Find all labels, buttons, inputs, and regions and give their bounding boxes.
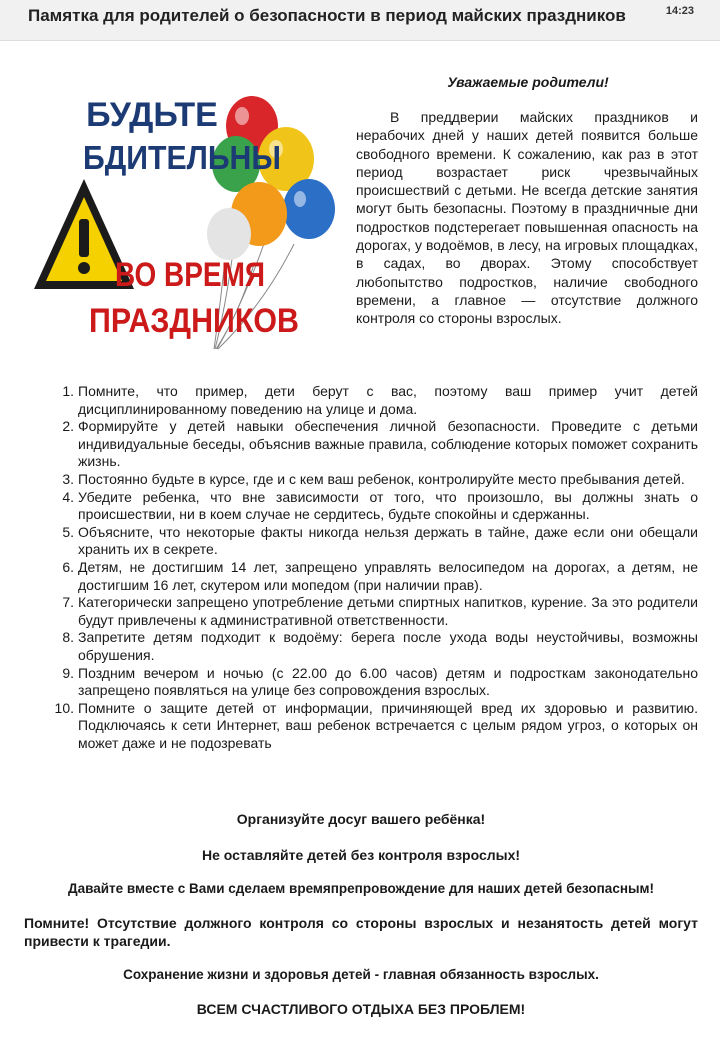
list-item: 6. Детям, не достигшим 14 лет, запрещено управлять велосипедом на дорогах, а детям, не достигшим 16 лет, скутером или мопедом (при наличии прав). [62, 558, 698, 593]
closing-no-unattended: Не оставляйте детей без контроля взрослых! [201, 847, 521, 863]
poster-line-1: БУДЬТЕ [86, 96, 218, 134]
intro-paragraph: В преддверии майских праздников и нерабочих дней у наших детей появится больше свободного времени. К сожалению, как раз в этот период возрастает риск чрезвычайных происшествий с детьми. Не всегда детские занятия могут быть безопасны. Поэтому в праздничные дни подростков подстерегает повышенная опасность на дорогах, у водоёмов, в лесу, на игровых площадках, в садах, во дворах. Этому способствует любопытство подростков, наличие свободного времени, а главное — отсутствие должного контроля со стороны взрослых. [356, 109, 698, 327]
poster-line-2: БДИТЕЛЬНЫ [83, 139, 281, 176]
list-item: 4. Убедите ребенка, что вне зависимости от того, что произошло, вы должны знать о происшествии, ни в коем случае не сердитесь, будьте спокойны и сдержанны. [62, 488, 698, 523]
list-item: 10. Помните о защите детей от информации, причиняющей вред их здоровью и развитию. Подключаясь к сети Интернет, ваш ребенок встречается с целым рядом угроз, о которых он может даже и не подозревать [54, 699, 698, 751]
list-item: 5. Объясните, что некоторые факты никогда нельзя держать в тайне, даже если они обещали хранить их в секрете. [62, 523, 698, 558]
page-title: Памятка для родителей о безопасности в период майских праздников [28, 6, 626, 25]
safety-rules-list [30, 383, 698, 752]
list-item: 9. Поздним вечером и ночью (с 22.00 до 6.00 часов) детям и подросткам законодательно запрещено появляться на улице без сопровождения взрослых. [62, 664, 698, 699]
balloons-icon [207, 96, 335, 260]
closing-wish: ВСЕМ СЧАСТЛИВОГО ОТДЫХА БЕЗ ПРОБЛЕМ! [196, 1001, 526, 1017]
list-item: 3. Постоянно будьте в курсе, где и с кем ваш ребенок, контролируйте место пребывания детей. [62, 470, 685, 487]
top-bar [0, 0, 720, 41]
poster-line-4: ПРАЗДНИКОВ [89, 302, 299, 340]
safety-poster [24, 74, 355, 367]
poster-illustration [24, 74, 355, 367]
closing-remember: Помните! Отсутствие должного контроля со стороны взрослых и незанятость детей могут привести к трагедии. [24, 915, 698, 949]
closing-duty: Сохранение жизни и здоровья детей - главная обязанность взрослых. [123, 967, 599, 982]
intro-heading: Уважаемые родители! [447, 74, 609, 90]
list-item: 1. Помните, что пример, дети берут с вас, поэтому ваш пример учит детей дисциплинированному поведению на улице и дома. [62, 383, 698, 417]
list-item: 8. Запретите детям подходит к водоёму: берега после ухода воды неустойчивы, возможны обрушения. [62, 629, 698, 663]
list-item: 7. Категорически запрещено употребление детьми спиртных напитков, курение. За это родители будут привлечены к административной ответственности. [62, 594, 698, 628]
poster-line-3: ВО ВРЕМЯ [115, 256, 265, 294]
status-time: 14:23 [665, 5, 694, 17]
closing-leisure: Организуйте досуг вашего ребёнка! [236, 811, 486, 827]
list-item: 2. Формируйте у детей навыки обеспечения личной безопасности. Проведите с детьми индивидуальные беседы, объяснив важные правила, соблюдение которых поможет сохранить жизнь. [62, 418, 698, 470]
closing-together: Давайте вместе с Вами сделаем времяпрепровождение для наших детей безопасным! [68, 881, 654, 896]
